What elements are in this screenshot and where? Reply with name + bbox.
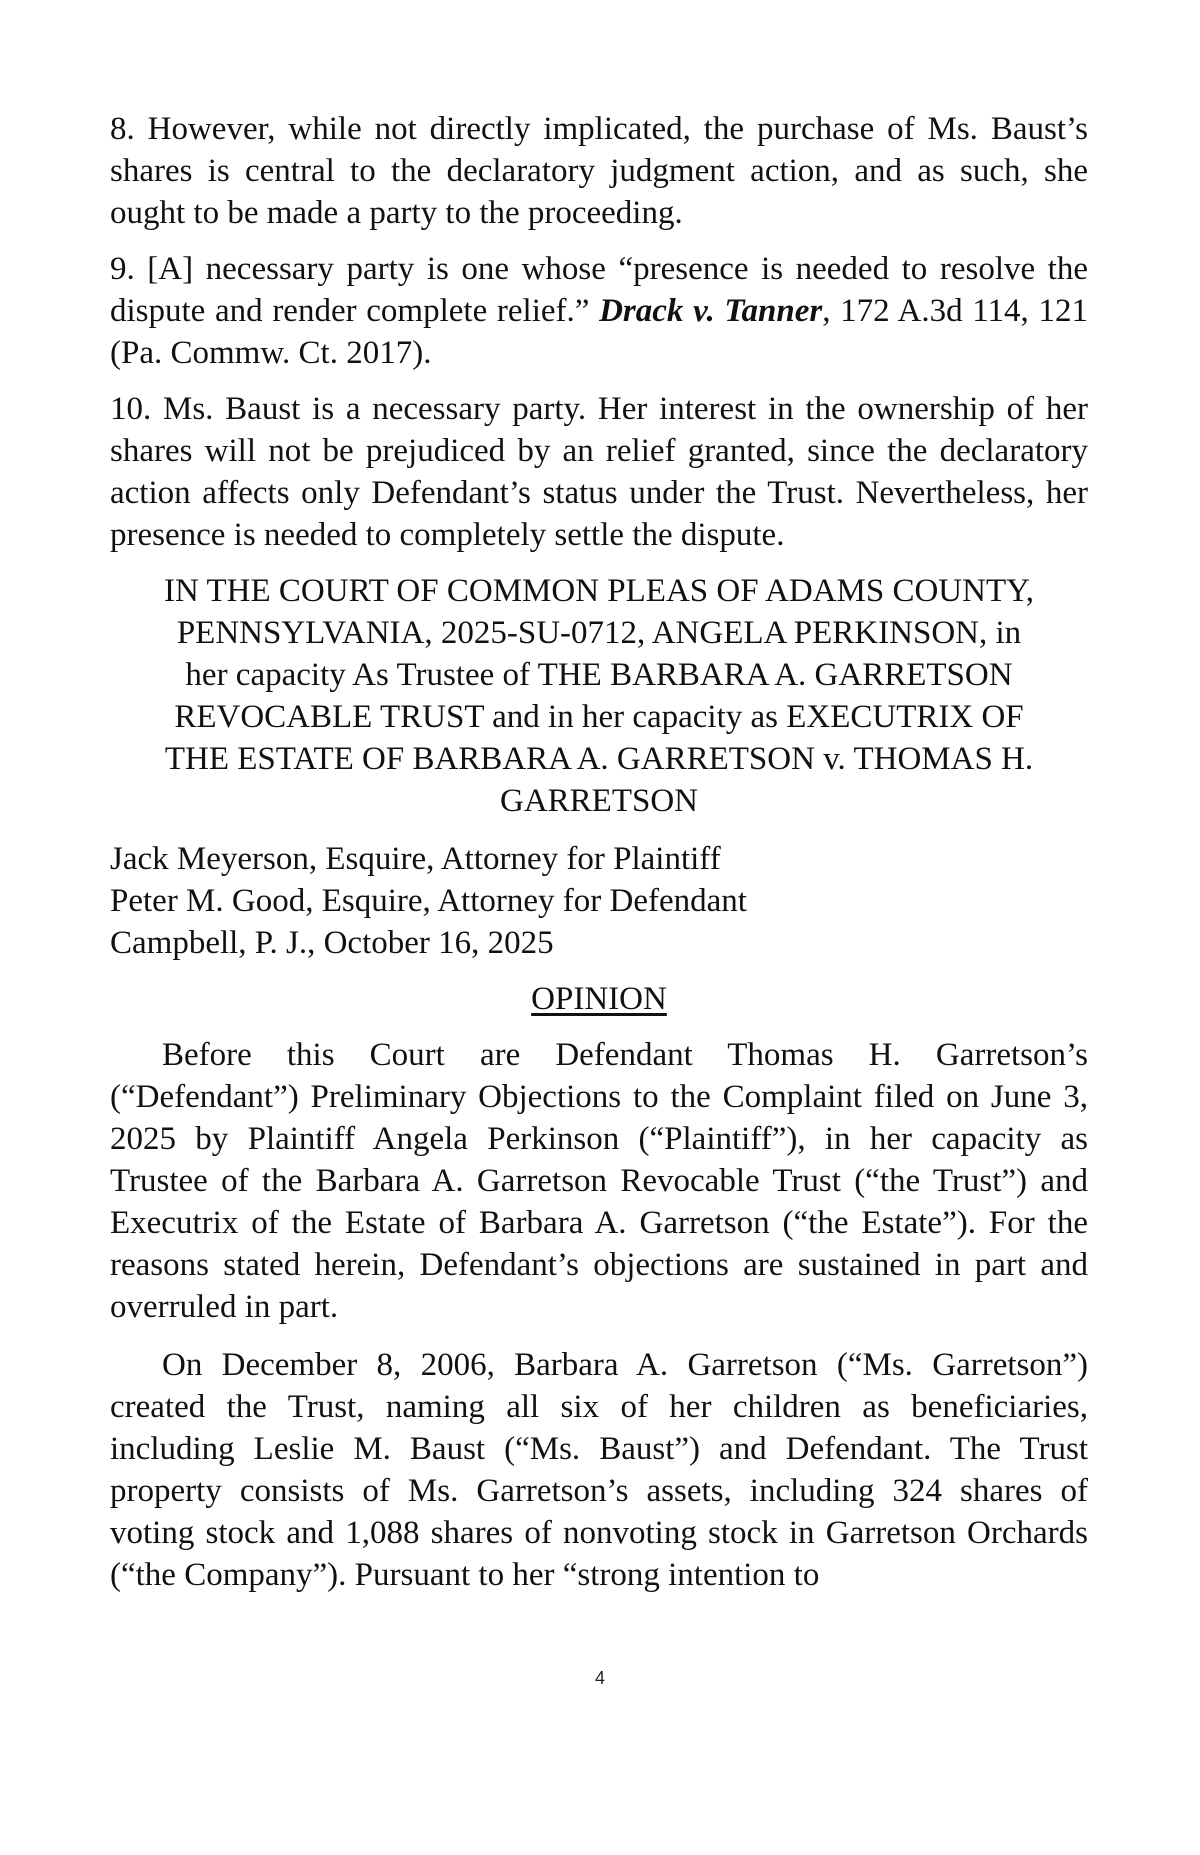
caption-line: IN THE COURT OF COMMON PLEAS OF ADAMS COUNTY, [164, 573, 1034, 609]
paragraph-9 [110, 248, 1088, 374]
opinion-heading [110, 978, 1088, 1020]
document-page [110, 108, 1088, 1596]
defendant-attorney: Peter M. Good, Esquire, Attorney for Defendant [110, 883, 747, 919]
caption-line: THE ESTATE OF BARBARA A. GARRETSON v. THOMAS H. [164, 741, 1034, 777]
paragraph-9-text: 9. [A] necessary party is one whose “presence is needed to resolve the dispute and render complete relief.” [110, 251, 1088, 329]
case-citation: Drack v. Tanner [599, 293, 823, 329]
opinion-paragraph-1: Before this Court are Defendant Thomas H. Garretson’s (“Defendant”) Preliminary Objections to the Complaint filed on June 3, 2025 by Plaintiff Angela Perkinson (“Plaintiff”), in her capacity as Trustee of the Barbara A. Garretson Revocable Trust (“the Trust”) and Executrix of the Estate of Barbara A. Garretson (“the Estate”). For the reasons stated herein, Defendant’s objections are sustained in part and overruled in part. [110, 1037, 1088, 1325]
caption-line: REVOCABLE TRUST and in her capacity as EXECUTRIX OF [174, 699, 1024, 735]
plaintiff-attorney: Jack Meyerson, Esquire, Attorney for Plaintiff [110, 841, 721, 877]
paragraph-8: 8. However, while not directly implicated, the purchase of Ms. Baust’s shares is central to the declaratory judgment action, and as such, she ought to be made a party to the proceeding. [110, 111, 1088, 231]
judge-and-date: Campbell, P. J., October 16, 2025 [110, 925, 554, 961]
paragraph-9-citation: , 172 A.3d 114, 121 (Pa. Commw. Ct. 2017). [110, 293, 1088, 371]
page-number: 4 [594, 1668, 605, 1688]
counsel-block [110, 838, 1088, 964]
caption-line: her capacity As Trustee of THE BARBARA A. GARRETSON [185, 657, 1013, 693]
opinion-paragraph-2: On December 8, 2006, Barbara A. Garretson (“Ms. Garretson”) created the Trust, naming all six of her children as beneficiaries, including Leslie M. Baust (“Ms. Baust”) and Defendant. The Trust property consists of Ms. Garretson’s assets, including 324 shares of voting stock and 1,088 shares of nonvoting stock in Garretson Orchards (“the Company”). Pursuant to her “strong intention to [110, 1347, 1088, 1593]
opinion-heading-text: OPINION [531, 981, 667, 1017]
paragraph-10: 10. Ms. Baust is a necessary party. Her interest in the ownership of her shares will not be prejudiced by an relief granted, since the declaratory action affects only Defendant’s status under the Trust. Nevertheless, her presence is needed to completely settle the dispute. [110, 391, 1088, 553]
caption-line: PENNSYLVANIA, 2025-SU-0712, ANGELA PERKINSON, in [176, 615, 1022, 651]
caption-line: GARRETSON [499, 783, 699, 819]
case-caption [110, 570, 1088, 822]
